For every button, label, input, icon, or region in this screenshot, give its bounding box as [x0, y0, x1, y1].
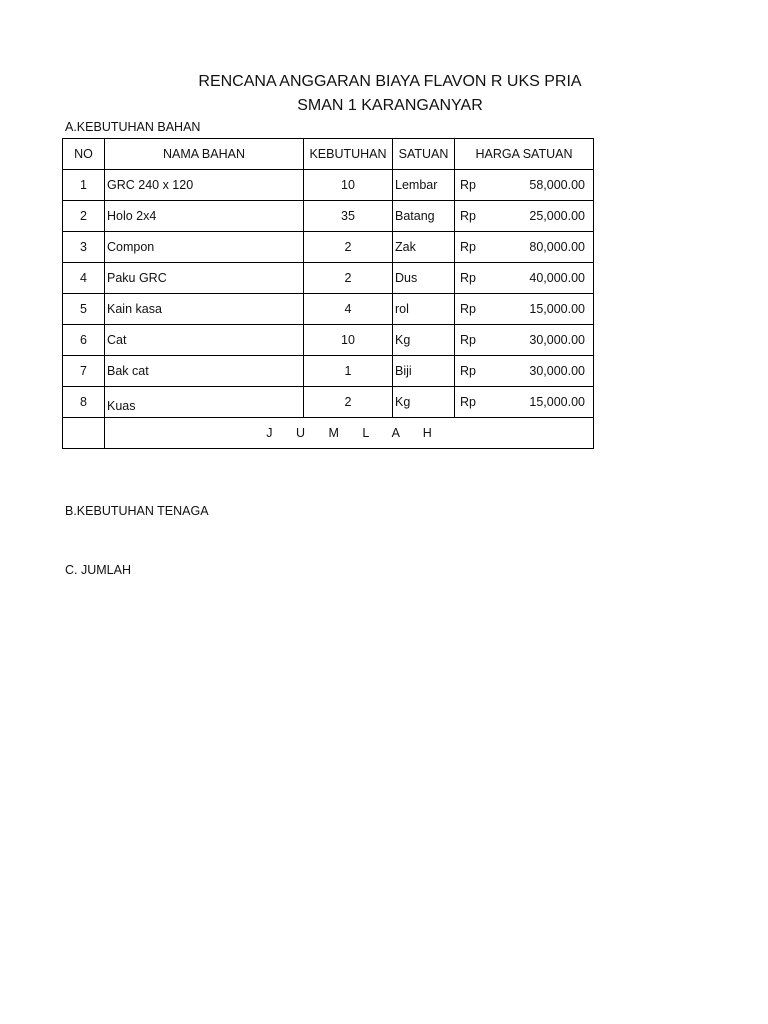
currency-label: Rp [460, 302, 476, 316]
row-satuan: Zak [393, 232, 455, 263]
column-header-kebutuhan: KEBUTUHAN [304, 139, 393, 170]
price-value: 25,000.00 [529, 209, 585, 223]
row-kebutuhan: 35 [304, 201, 393, 232]
row-harga-satuan [455, 294, 594, 325]
row-harga-satuan [455, 263, 594, 294]
total-row [63, 418, 594, 449]
row-kebutuhan: 2 [304, 232, 393, 263]
row-no: 4 [63, 263, 105, 294]
table-row [63, 294, 594, 325]
row-no: 5 [63, 294, 105, 325]
table-row [63, 356, 594, 387]
currency-label: Rp [460, 395, 476, 409]
price-value: 15,000.00 [529, 395, 585, 409]
row-no: 8 [63, 387, 105, 418]
section-b-heading: B.KEBUTUHAN TENAGA [65, 504, 209, 518]
row-nama-bahan: Cat [105, 325, 304, 356]
price-value: 30,000.00 [529, 364, 585, 378]
table-row [63, 170, 594, 201]
table-row [63, 387, 594, 418]
row-harga-satuan [455, 387, 594, 418]
materials-table [62, 138, 594, 449]
row-satuan: Batang [393, 201, 455, 232]
row-nama-bahan: GRC 240 x 120 [105, 170, 304, 201]
price-value: 30,000.00 [529, 333, 585, 347]
price-value: 80,000.00 [529, 240, 585, 254]
currency-label: Rp [460, 178, 476, 192]
section-a-heading: A.KEBUTUHAN BAHAN [65, 120, 201, 134]
total-row-blank-cell [63, 418, 105, 449]
row-nama-bahan: Kuas [105, 387, 304, 418]
price-value: 15,000.00 [529, 302, 585, 316]
row-kebutuhan: 2 [304, 263, 393, 294]
row-no: 2 [63, 201, 105, 232]
row-harga-satuan [455, 232, 594, 263]
row-kebutuhan: 1 [304, 356, 393, 387]
row-kebutuhan: 10 [304, 325, 393, 356]
section-c-heading: C. JUMLAH [65, 563, 131, 577]
table-row [63, 232, 594, 263]
row-no: 3 [63, 232, 105, 263]
currency-label: Rp [460, 209, 476, 223]
row-harga-satuan [455, 325, 594, 356]
row-harga-satuan [455, 201, 594, 232]
row-nama-bahan: Holo 2x4 [105, 201, 304, 232]
currency-label: Rp [460, 240, 476, 254]
row-satuan: Lembar [393, 170, 455, 201]
column-header-harga-satuan: HARGA SATUAN [455, 139, 594, 170]
row-no: 1 [63, 170, 105, 201]
document-title: RENCANA ANGGARAN BIAYA FLAVON R UKS PRIA [198, 73, 582, 90]
row-nama-bahan: Bak cat [105, 356, 304, 387]
total-label: J U M L A H [105, 418, 594, 449]
column-header-nama-bahan: NAMA BAHAN [105, 139, 304, 170]
table-header-row [63, 139, 594, 170]
row-nama-bahan: Kain kasa [105, 294, 304, 325]
price-value: 40,000.00 [529, 271, 585, 285]
currency-label: Rp [460, 271, 476, 285]
row-nama-bahan: Compon [105, 232, 304, 263]
row-satuan: Biji [393, 356, 455, 387]
row-kebutuhan: 2 [304, 387, 393, 418]
row-satuan: Kg [393, 325, 455, 356]
row-satuan: Dus [393, 263, 455, 294]
currency-label: Rp [460, 333, 476, 347]
column-header-no: NO [63, 139, 105, 170]
row-harga-satuan [455, 356, 594, 387]
price-value: 58,000.00 [529, 178, 585, 192]
currency-label: Rp [460, 364, 476, 378]
table-row [63, 325, 594, 356]
row-satuan: rol [393, 294, 455, 325]
row-kebutuhan: 10 [304, 170, 393, 201]
document-subtitle: SMAN 1 KARANGANYAR [297, 97, 483, 114]
row-harga-satuan [455, 170, 594, 201]
row-satuan: Kg [393, 387, 455, 418]
column-header-satuan: SATUAN [393, 139, 455, 170]
row-no: 7 [63, 356, 105, 387]
row-nama-bahan: Paku GRC [105, 263, 304, 294]
table-row [63, 263, 594, 294]
row-no: 6 [63, 325, 105, 356]
row-kebutuhan: 4 [304, 294, 393, 325]
table-row [63, 201, 594, 232]
